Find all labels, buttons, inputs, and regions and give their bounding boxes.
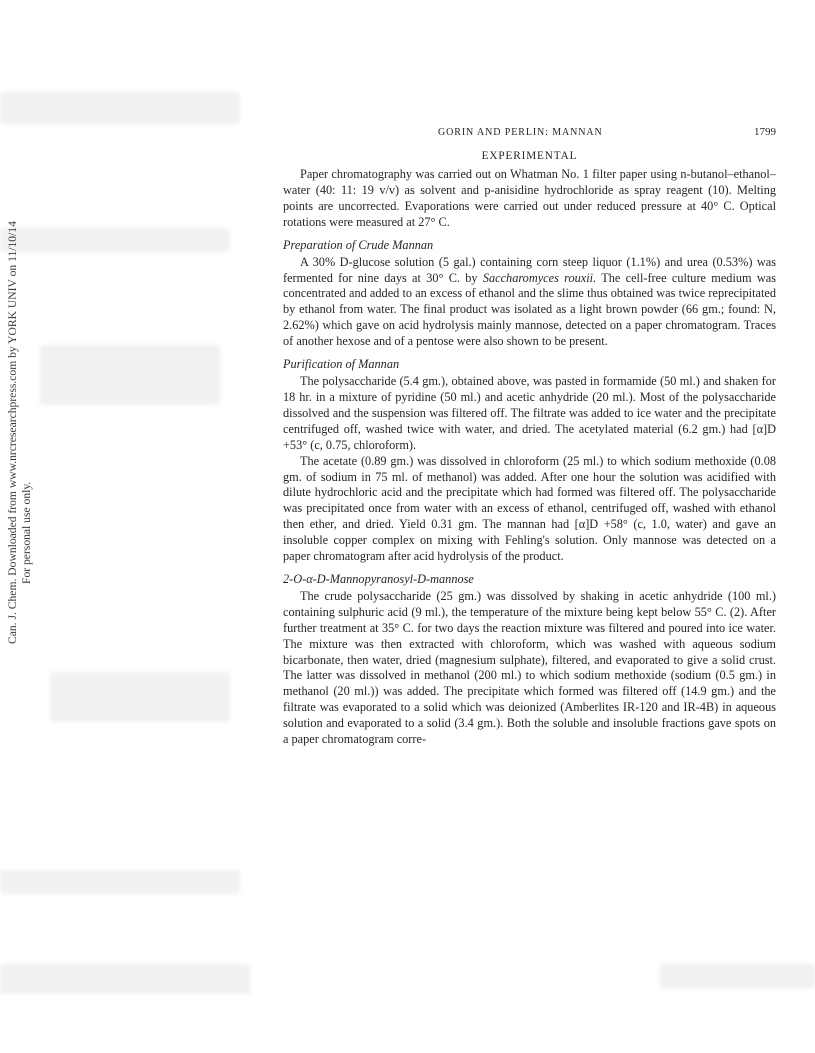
bleed-through-mark [0,870,240,894]
running-header [283,127,776,143]
subsection-heading-crude-mannan: Preparation of Crude Mannan [283,237,434,252]
purification-paragraph-1: The polysaccharide (5.4 gm.), obtained above, was pasted in formamide (50 ml.) and shaken for 18 hr. in a mixture of pyridine (50 ml.) and acetic anhydride (20 ml.). Most of the polysaccharide dissolved and the suspension was filtered off. The filtrate was added to ice water and the precipitate centrifuged off, washed twice with water, and dried. The acetylated material (6.2 gm.) had [α]D +53° (c, 0.75, chloroform). [283,374,776,452]
running-title: GORIN AND PERLIN: MANNAN [438,127,603,138]
bleed-through-mark [40,345,220,405]
download-source-line: Can. J. Chem. Downloaded from www.nrcresearchpress.com by YORK UNIV on 11/10/14 [6,221,19,644]
crude-mannan-paragraph [283,255,776,350]
crude-mannan-text-b: The cell-free culture medium was concentrated and added to an excess of ethanol and the slime thus obtained was twice reprecipitated by ethanol from water. The final product was isolated as a light brown powder (66 gm.; found: N, 2.62%) which gave on acid hydrolysis mainly mannose, detected on a paper chromatogram. Traces of another hexose and of a pentose were also shown to be present. [283,270,776,349]
personal-use-line: For personal use only. [20,481,33,584]
section-heading-experimental: EXPERIMENTAL [481,150,578,162]
species-name: Saccharomyces rouxii. [482,270,597,285]
purification-paragraph-2: The acetate (0.89 gm.) was dissolved in chloroform (25 ml.) to which sodium methoxide (0.08 gm. of sodium in 75 ml. of methanol) was added. After one hour the solution was acidified with dilute hydrochloric acid and the precipitate which had formed was filtered off. The polysaccharide was precipitated once from water with an excess of ethanol, centrifuged off, washed with ethanol then ether, and dried. Yield 0.31 gm. The mannan had [α]D +58° (c, 1.0, water) and gave an insoluble copper complex on mixing with Fehling's solution. Only mannose was detected on a paper chromatogram after acid hydrolysis of the product. [283,453,776,564]
download-notice [4,200,38,644]
paper-page [283,127,776,748]
page-number: 1799 [754,126,776,138]
bleed-through-mark [0,92,240,124]
disaccharide-paragraph: The crude polysaccharide (25 gm.) was dissolved by shaking in acetic anhydride (100 ml.) containing sulphuric acid (9 ml.), the temperature of the mixture being kept below 55° C. (2). After further treatment at 35° C. for two days the reaction mixture was filtered and poured into ice water. The mixture was then extracted with chloroform, which was washed with aqueous sodium bicarbonate, then water, dried (magnesium sulphate), filtered, and evaporated to give a solid crust. The latter was dissolved in methanol (200 ml.) to which sodium methoxide (sodium (0.5 gm.) in methanol (20 ml.)) was added. The precipitate which formed was filtered off (14.9 gm.) and the filtrate was evaporated to a solid which was deionized (Amberlites IR-120 and IR-4B) in aqueous solution and evaporated to a solid (3.4 gm.). Both the soluble and insoluble fractions gave spots on a paper chromatogram corre- [283,588,776,747]
experimental-paragraph: Paper chromatography was carried out on Whatman No. 1 filter paper using n-butanol–ethanol–water (40: 11: 19 v/v) as solvent and p-anisidine hydrochloride as spray reagent (10). Melting points are uncorrected. Evaporations were carried out under reduced pressure at 40° C. Optical rotations were measured at 27° C. [283,167,776,229]
bleed-through-mark [50,672,230,722]
crude-mannan-text-a: A 30% D-glucose solution (5 gal.) containing corn steep liquor (1.1%) and urea (0.53%) was fermented for nine days at 30° C. by [283,254,776,285]
bleed-through-mark [660,964,815,988]
bleed-through-mark [0,228,230,252]
bleed-through-mark [0,964,250,994]
subsection-heading-purification: Purification of Mannan [283,357,400,372]
subsection-heading-disaccharide: 2-O-α-D-Mannopyranosyl-D-mannose [283,571,474,586]
